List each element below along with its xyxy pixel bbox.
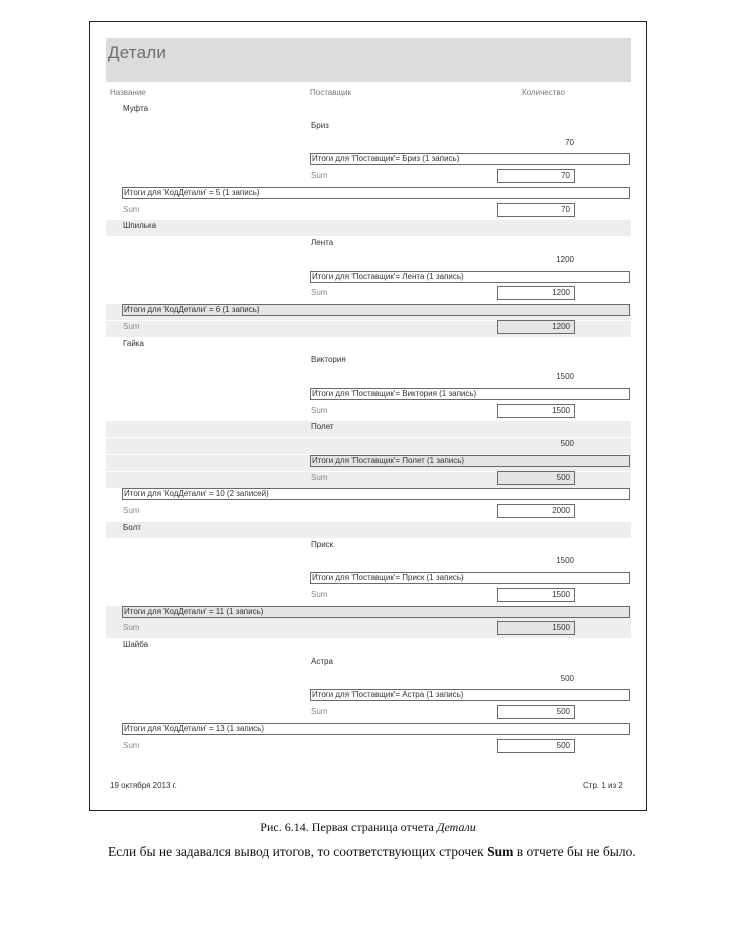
supplier-sum-value: 70 bbox=[561, 171, 570, 180]
supplier-sum-box bbox=[497, 588, 575, 602]
supplier-footer-box bbox=[310, 689, 630, 701]
footer-page-number: Стр. 1 из 2 bbox=[583, 781, 623, 790]
quantity-value: 1500 bbox=[556, 556, 574, 566]
group-footer-box bbox=[122, 488, 630, 500]
sum-label: Sum bbox=[311, 171, 328, 180]
group-sum-box bbox=[497, 504, 575, 518]
quantity-value: 500 bbox=[560, 673, 574, 683]
figure-caption bbox=[0, 820, 736, 835]
group-sum-box bbox=[497, 320, 575, 334]
supplier-footer-box bbox=[310, 455, 630, 467]
sum-label: Sum bbox=[123, 740, 140, 750]
group-footer-text: Итоги для 'КодДетали' = 10 (2 записей) bbox=[124, 489, 269, 499]
group-sum-value: 70 bbox=[561, 204, 570, 214]
sum-label: Sum bbox=[123, 623, 140, 633]
group-sum-box bbox=[497, 621, 575, 635]
group-name: Шайба bbox=[123, 640, 149, 649]
group-footer-text: Итоги для 'КодДетали' = 6 (1 запись) bbox=[124, 305, 260, 314]
supplier-footer-text: Итоги для 'Поставщик'= Полет (1 запись) bbox=[312, 455, 465, 465]
supplier-sum-box bbox=[497, 471, 575, 485]
group-name: Муфта bbox=[123, 104, 149, 113]
quantity-value: 70 bbox=[565, 137, 574, 147]
caption-prefix: Рис. 6.14. Первая страница отчета bbox=[260, 820, 437, 834]
supplier-sum-value: 1500 bbox=[552, 405, 570, 415]
group-header-band bbox=[106, 220, 631, 236]
supplier-footer-text: Итоги для 'Поставщик'= Астра (1 запись) bbox=[312, 690, 464, 700]
column-header-name: Название bbox=[110, 88, 146, 97]
supplier-name: Астра bbox=[311, 656, 333, 666]
body-paragraph bbox=[58, 842, 672, 861]
body-text-after: в отчете бы не было. bbox=[513, 844, 636, 859]
quantity-value: 1200 bbox=[556, 254, 574, 264]
group-sum-box bbox=[497, 739, 575, 753]
supplier-header-band bbox=[106, 421, 631, 437]
supplier-name: Бриз bbox=[311, 120, 329, 130]
group-footer-box bbox=[122, 187, 630, 199]
group-sum-value: 1500 bbox=[552, 623, 570, 633]
supplier-footer-text: Итоги для 'Поставщик'= Бриз (1 запись) bbox=[312, 154, 460, 164]
supplier-name: Приск bbox=[311, 539, 334, 549]
report-title: Детали bbox=[108, 43, 167, 62]
sum-label: Sum bbox=[123, 321, 140, 331]
supplier-footer-text: Итоги для 'Поставщик'= Виктория (1 запись) bbox=[312, 388, 477, 398]
group-header-band bbox=[106, 522, 631, 538]
group-footer-text: Итоги для 'КодДетали' = 13 (1 запись) bbox=[124, 723, 265, 733]
supplier-footer-box bbox=[310, 153, 630, 165]
group-sum-box bbox=[497, 203, 575, 217]
group-sum-value: 1200 bbox=[552, 321, 570, 331]
group-sum-value: 500 bbox=[556, 740, 570, 750]
quantity-value: 1500 bbox=[556, 372, 574, 381]
group-footer-box bbox=[122, 606, 630, 618]
sum-label: Sum bbox=[311, 707, 328, 716]
group-name: Болт bbox=[123, 522, 141, 532]
group-footer-box bbox=[122, 304, 630, 316]
supplier-sum-box bbox=[497, 404, 575, 418]
group-footer-text: Итоги для 'КодДетали' = 11 (1 запись) bbox=[124, 606, 264, 616]
group-name: Гайка bbox=[123, 338, 144, 348]
group-name: Шпилька bbox=[123, 221, 157, 231]
supplier-sum-value: 500 bbox=[556, 472, 570, 482]
supplier-footer-box bbox=[310, 271, 630, 283]
column-header-supplier: Поставщик bbox=[310, 88, 352, 97]
supplier-name: Лента bbox=[311, 238, 334, 247]
body-text-bold: Sum bbox=[487, 844, 514, 859]
sum-label: Sum bbox=[123, 506, 140, 515]
supplier-footer-box bbox=[310, 572, 630, 584]
supplier-sum-box bbox=[497, 169, 575, 183]
sum-label: Sum bbox=[311, 405, 328, 415]
sum-label: Sum bbox=[311, 589, 328, 599]
quantity-value: 500 bbox=[560, 439, 574, 448]
supplier-footer-text: Итоги для 'Поставщик'= Лента (1 запись) bbox=[312, 271, 464, 281]
supplier-detail-band bbox=[106, 438, 631, 454]
sum-label: Sum bbox=[311, 472, 328, 482]
supplier-sum-value: 500 bbox=[556, 707, 570, 716]
supplier-footer-box bbox=[310, 388, 630, 400]
supplier-name: Виктория bbox=[311, 355, 346, 365]
group-footer-box bbox=[122, 723, 630, 735]
supplier-sum-box bbox=[497, 286, 575, 300]
supplier-sum-value: 1200 bbox=[552, 288, 570, 298]
sum-label: Sum bbox=[311, 288, 328, 298]
group-sum-value: 2000 bbox=[552, 506, 570, 515]
column-header-quantity: Количество bbox=[522, 88, 565, 97]
group-footer-text: Итоги для 'КодДетали' = 5 (1 запись) bbox=[124, 187, 260, 197]
caption-italic: Детали bbox=[436, 820, 476, 834]
supplier-sum-value: 1500 bbox=[552, 589, 570, 599]
body-text-before: Если бы не задавался вывод итогов, то соответствующих строчек bbox=[108, 844, 488, 859]
sum-label: Sum bbox=[123, 204, 140, 214]
supplier-sum-box bbox=[497, 705, 575, 719]
supplier-name: Полет bbox=[311, 422, 334, 432]
supplier-footer-text: Итоги для 'Поставщик'= Приск (1 запись) bbox=[312, 573, 464, 582]
footer-date: 19 октября 2013 г. bbox=[110, 781, 177, 790]
report-header-band bbox=[106, 38, 631, 82]
